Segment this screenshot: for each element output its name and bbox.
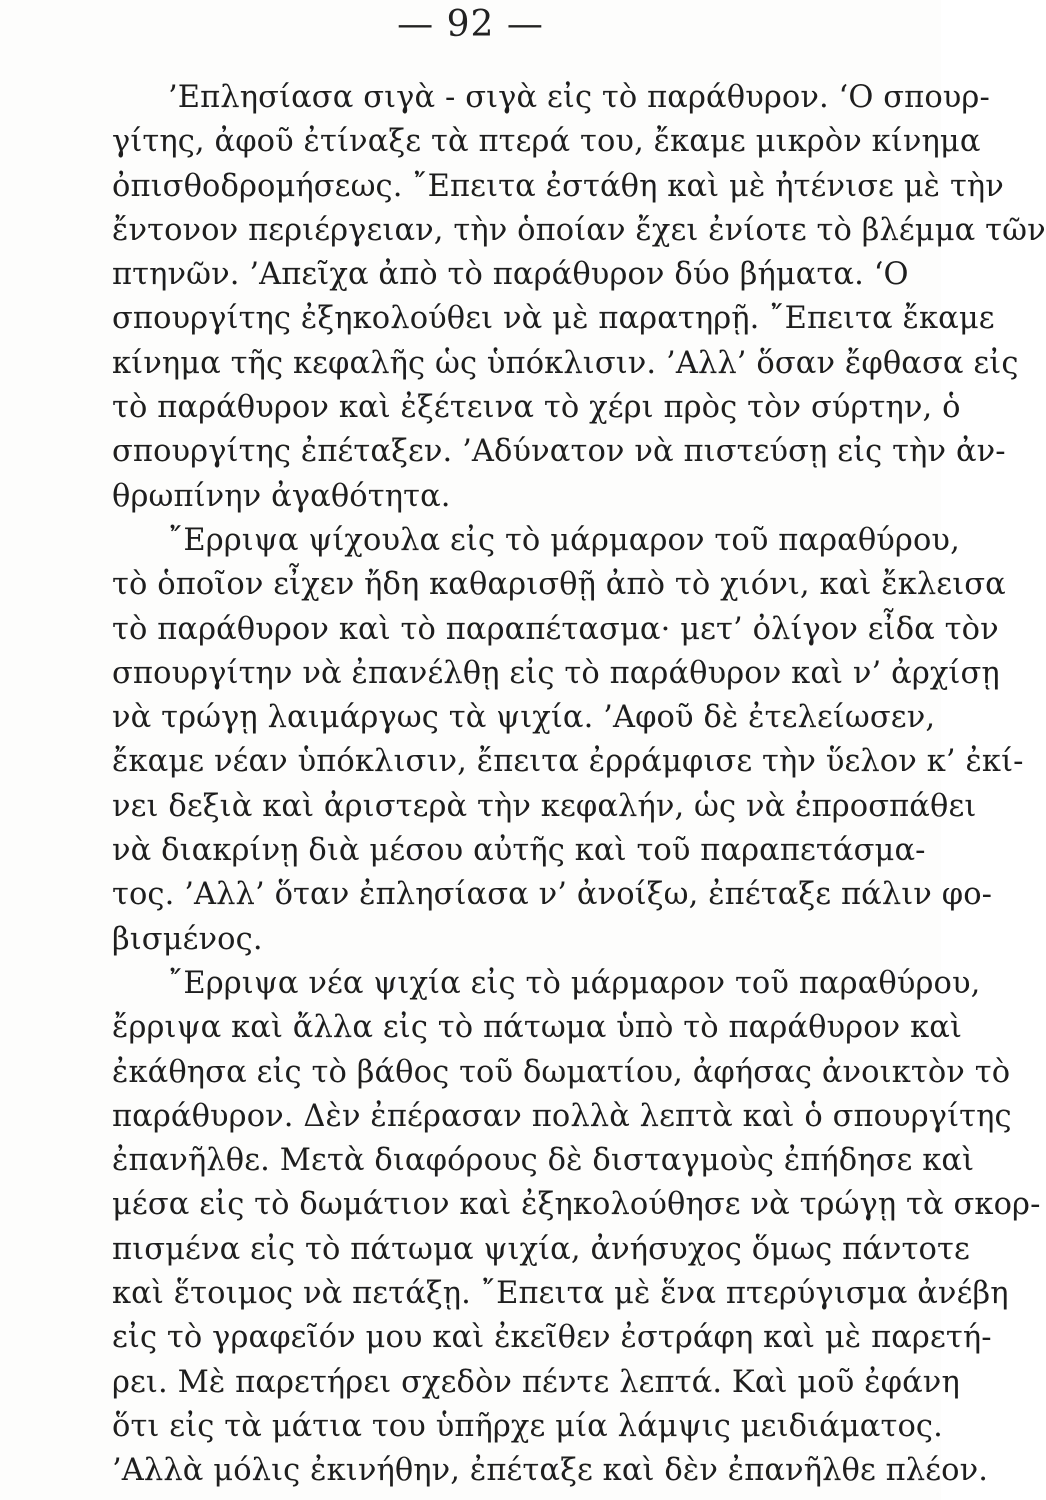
text-line: ’Αλλὰ μόλις ἐκινήθην, ἐπέταξε καὶ δὲν ἐπανῆλθε πλέον. [112,1453,989,1489]
paragraph-1 [112,76,1046,519]
text-line: ἔκαμε νέαν ὑπόκλισιν, ἔπειτα ἐρράμφισε τὴν ὕελον κ’ ἐκί- [112,744,1024,780]
text-line: τὸ παράθυρον καὶ ἐξέτεινα τὸ χέρι πρὸς τὸν σύρτην, ὁ [112,390,961,426]
text-line: ἐπανῆλθε. Μετὰ διαφόρους δὲ δισταγμοὺς ἐπήδησε καὶ [112,1143,975,1179]
text-line: τὸ παράθυρον καὶ τὸ παραπέτασμα· μετ’ ὀλίγον εἶδα τὸν [112,611,999,647]
text-line: τος. ’Αλλ’ ὅταν ἐπλησίασα ν’ ἀνοίξω, ἐπέταξε πάλιν φο- [112,877,993,913]
text-line: σπουργίτης ἐπέταξεν. ’Αδύνατον νὰ πιστεύσῃ εἰς τὴν ἀν- [112,434,1006,470]
text-line: νὰ τρώγῃ λαιμάργως τὰ ψιχία. ’Αφοῦ δὲ ἐτελείωσεν, [112,700,936,736]
text-line: μέσα εἰς τὸ δωμάτιον καὶ ἐξηκολούθησε νὰ τρώγῃ τὰ σκορ- [112,1187,1041,1223]
body-text [112,76,1046,1494]
text-line: καὶ ἕτοιμος νὰ πετάξῃ. ῎Επειτα μὲ ἕνα πτερύγισμα ἀνέβη [112,1276,1009,1312]
text-line: ἐκάθησα εἰς τὸ βάθος τοῦ δωματίου, ἀφήσας ἀνοικτὸν τὸ [112,1054,1011,1090]
text-line: ἔντονον περιέργειαν, τὴν ὁποίαν ἔχει ἐνίοτε τὸ βλέμμα τῶν [112,212,1046,248]
text-line: ῎Ερριψα νέα ψιχία εἰς τὸ μάρμαρον τοῦ παραθύρου, [168,965,981,1001]
text-line: γίτης, ἀφοῦ ἐτίναξε τὰ πτερά του, ἔκαμε μικρὸν κίνημα [112,124,981,160]
text-line: ὅτι εἰς τὰ μάτια του ὑπῆρχε μία λάμψις μειδιάματος. [112,1408,943,1444]
text-line: πισμένα εἰς τὸ πάτωμα ψιχία, ἀνήσυχος ὅμως πάντοτε [112,1231,970,1267]
text-line: τὸ ὁποῖον εἶχεν ἤδη καθαρισθῇ ἀπὸ τὸ χιόνι, καὶ ἔκλεισα [112,567,1006,603]
text-line: ῎Ερριψα ψίχουλα εἰς τὸ μάρμαρον τοῦ παραθύρου, [168,522,960,558]
paragraph-2 [112,519,1024,962]
text-line: σπουργίτην νὰ ἐπανέλθῃ εἰς τὸ παράθυρον καὶ ν’ ἀρχίσῃ [112,655,1000,691]
text-line: εἰς τὸ γραφεῖόν μου καὶ ἐκεῖθεν ἐστράφη καὶ μὲ παρετή- [112,1320,992,1356]
text-line: ’Επλησίασα σιγὰ - σιγὰ εἰς τὸ παράθυρον. ‘Ο σπουρ- [168,80,990,115]
paragraph-3 [112,962,1041,1494]
text-line: ρει. Μὲ παρετήρει σχεδὸν πέντε λεπτά. Καὶ μοῦ ἐφάνη [112,1364,960,1400]
text-line: ὀπισθοδρομήσεως. ῎Επειτα ἐστάθη καὶ μὲ ἠτένισε μὲ τὴν [112,168,1004,204]
text-line: πτηνῶν. ’Απεῖχα ἀπὸ τὸ παράθυρον δύο βήματα. ‘Ο [112,257,909,293]
text-line: κίνημα τῆς κεφαλῆς ὡς ὑπόκλισιν. ’Αλλ’ ὅσαν ἔφθασα εἰς [112,345,1019,381]
text-line: νει δεξιὰ καὶ ἀριστερὰ τὴν κεφαλήν, ὡς νὰ ἐπροσπάθει [112,788,977,824]
text-line: θρωπίνην ἀγαθότητα. [112,478,451,514]
text-line: βισμένος. [112,921,263,957]
text-line: παράθυρον. Δὲν ἐπέρασαν πολλὰ λεπτὰ καὶ ὁ σπουργίτης [112,1098,1012,1134]
text-line: σπουργίτης ἐξηκολούθει νὰ μὲ παρατηρῇ. ῎Επειτα ἔκαμε [112,301,995,337]
page-number: — 92 — [397,4,544,45]
text-line: νὰ διακρίνῃ διὰ μέσου αὐτῆς καὶ τοῦ παραπετάσμα- [112,833,926,869]
text-line: ἔρριψα καὶ ἄλλα εἰς τὸ πάτωμα ὑπὸ τὸ παράθυρον καὶ [112,1010,963,1046]
